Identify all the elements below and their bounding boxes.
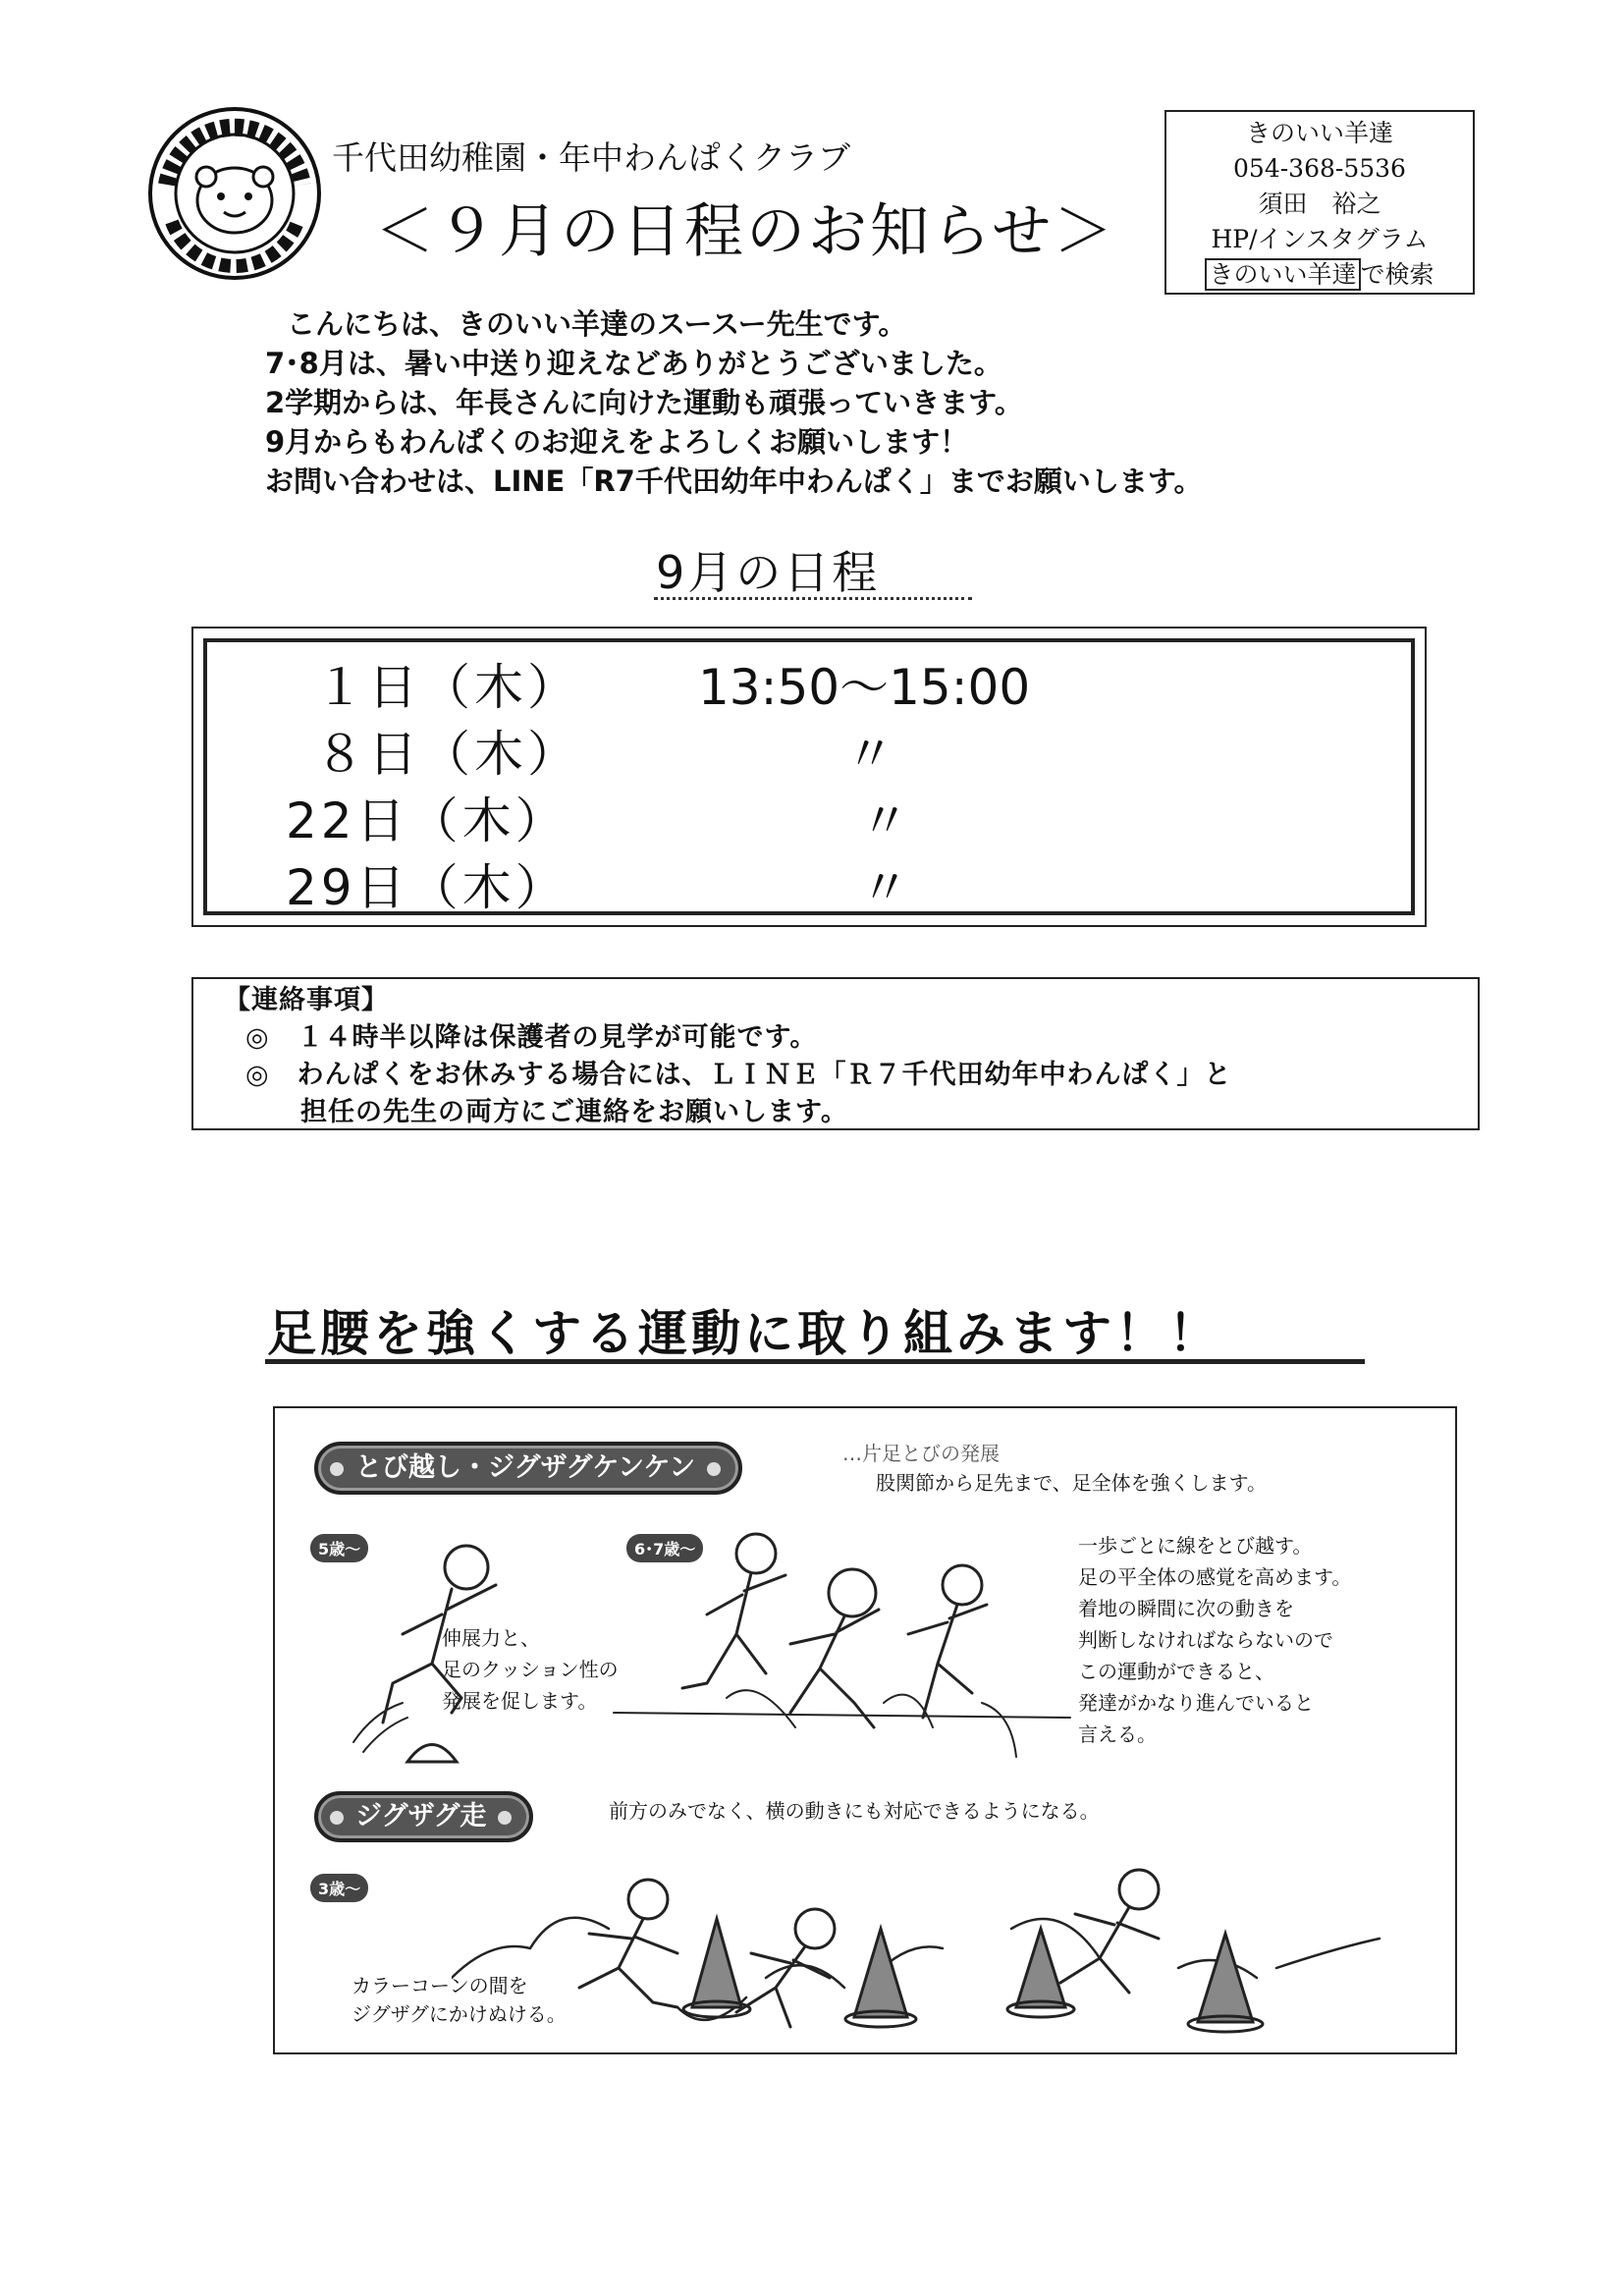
schedule-heading: 9月の日程 — [656, 546, 881, 599]
caption-line: 伸展力と、 — [442, 1626, 540, 1650]
contact-person: 須田 裕之 — [1258, 190, 1381, 218]
dot-icon — [330, 1462, 344, 1476]
caption-line: ジグザグにかけぬける。 — [352, 2002, 567, 2026]
section2-title-pill — [314, 1791, 533, 1842]
contact-phone: 054-368-5536 — [1233, 154, 1406, 183]
schedule-time: 〃 — [860, 793, 909, 849]
section2-subtitle: 前方のみでなく、横の動きにも対応できるようになる。 — [609, 1799, 1100, 1823]
caption-line: 足の平全体の感覚を高めます。 — [1078, 1565, 1352, 1589]
dot-icon — [498, 1811, 512, 1825]
age-badge: 5歳〜 — [310, 1534, 368, 1562]
caption-line: 言える。 — [1078, 1722, 1157, 1746]
schedule-table — [203, 638, 1415, 915]
intro-line: 9月からもわんぱくのお迎えをよろしくお願いします！ — [265, 425, 969, 459]
caption-line: 着地の瞬間に次の動きを — [1078, 1597, 1294, 1620]
schedule-date: ８日（木） — [315, 726, 580, 783]
section1-title: とび越し・ジグザグケンケン — [355, 1452, 696, 1483]
exercise-panel — [273, 1406, 1457, 2054]
section1-subtitle2: 股関節から足先まで、足全体を強くします。 — [876, 1471, 1267, 1495]
caption-line: この運動ができると、 — [1078, 1660, 1274, 1683]
intro-line: お問い合わせは、LINE「R7千代田幼年中わんぱく」までお願いします。 — [265, 465, 1203, 498]
caption-b — [1078, 1530, 1351, 1750]
search-keyword: きのいい羊達 — [1205, 258, 1360, 291]
schedule-time: 13:50～15:00 — [698, 659, 1031, 716]
contact-name: きのいい羊達 — [1245, 119, 1393, 147]
caption-line: カラーコーンの間を — [352, 1974, 528, 1997]
section1-title-pill — [314, 1442, 742, 1495]
schedule-date: 29日（木） — [286, 859, 568, 916]
notice-text — [224, 982, 1232, 1131]
kinoii-hitsuji-logo — [147, 106, 322, 281]
contact-search — [1166, 257, 1473, 293]
intro-line: 2学期からは、年長さんに向けた運動も頑張っていきます。 — [265, 386, 1023, 419]
intro-text — [265, 304, 1203, 501]
schedule-heading-underline — [654, 597, 972, 600]
schedule-time: 〃 — [860, 859, 909, 916]
org-title: 千代田幼稚園・年中わんぱくクラブ — [332, 138, 850, 177]
notice-item: ◎ わんぱくをお休みする場合には、ＬＩＮＥ「Ｒ７千代田幼年中わんぱく」と — [245, 1060, 1232, 1090]
dot-icon — [707, 1462, 721, 1476]
contact-hp: HP/インスタグラム — [1211, 225, 1429, 253]
caption-line: 発達がかなり進んでいると — [1078, 1691, 1314, 1715]
age-badge: 3歳〜 — [310, 1874, 368, 1902]
intro-line: こんにちは、きのいい羊達のスースー先生です。 — [287, 307, 907, 341]
dot-icon — [330, 1811, 344, 1825]
intro-line: 7･8月は、暑い中送り迎えなどありがとうございました。 — [265, 347, 1002, 380]
section2-title: ジグザグ走 — [355, 1801, 487, 1831]
caption-line: 一歩ごとに線をとび越す。 — [1078, 1534, 1313, 1558]
caption-line: 足のクッション性の — [442, 1658, 619, 1681]
age-badge: 6･7歳〜 — [626, 1534, 703, 1562]
notice-title: 【連絡事項】 — [224, 985, 389, 1015]
contact-box — [1164, 110, 1475, 295]
main-title: ＜９月の日程のお知らせ＞ — [375, 197, 1116, 266]
caption-line: 発展を促します。 — [442, 1689, 598, 1713]
schedule-time: 〃 — [845, 726, 894, 783]
caption-line: 判断しなければならないので — [1078, 1628, 1333, 1652]
exercise-heading-underline — [265, 1359, 1365, 1364]
section1-subtitle: …片足とびの発展 — [842, 1442, 1000, 1465]
notice-item: ◎ １４時半以降は保護者の見学が可能です。 — [245, 1022, 818, 1053]
hopping-children-drawing — [295, 1516, 1080, 1772]
notice-item: 担任の先生の両方にご連絡をお願いします。 — [245, 1097, 848, 1127]
zigzag-run-drawing — [452, 1860, 1434, 2047]
schedule-date: 22日（木） — [286, 793, 568, 849]
exercise-heading: 足腰を強くする運動に取り組みます！！ — [267, 1305, 1221, 1362]
search-suffix: で検索 — [1360, 260, 1435, 289]
schedule-date: １日（木） — [315, 659, 580, 716]
